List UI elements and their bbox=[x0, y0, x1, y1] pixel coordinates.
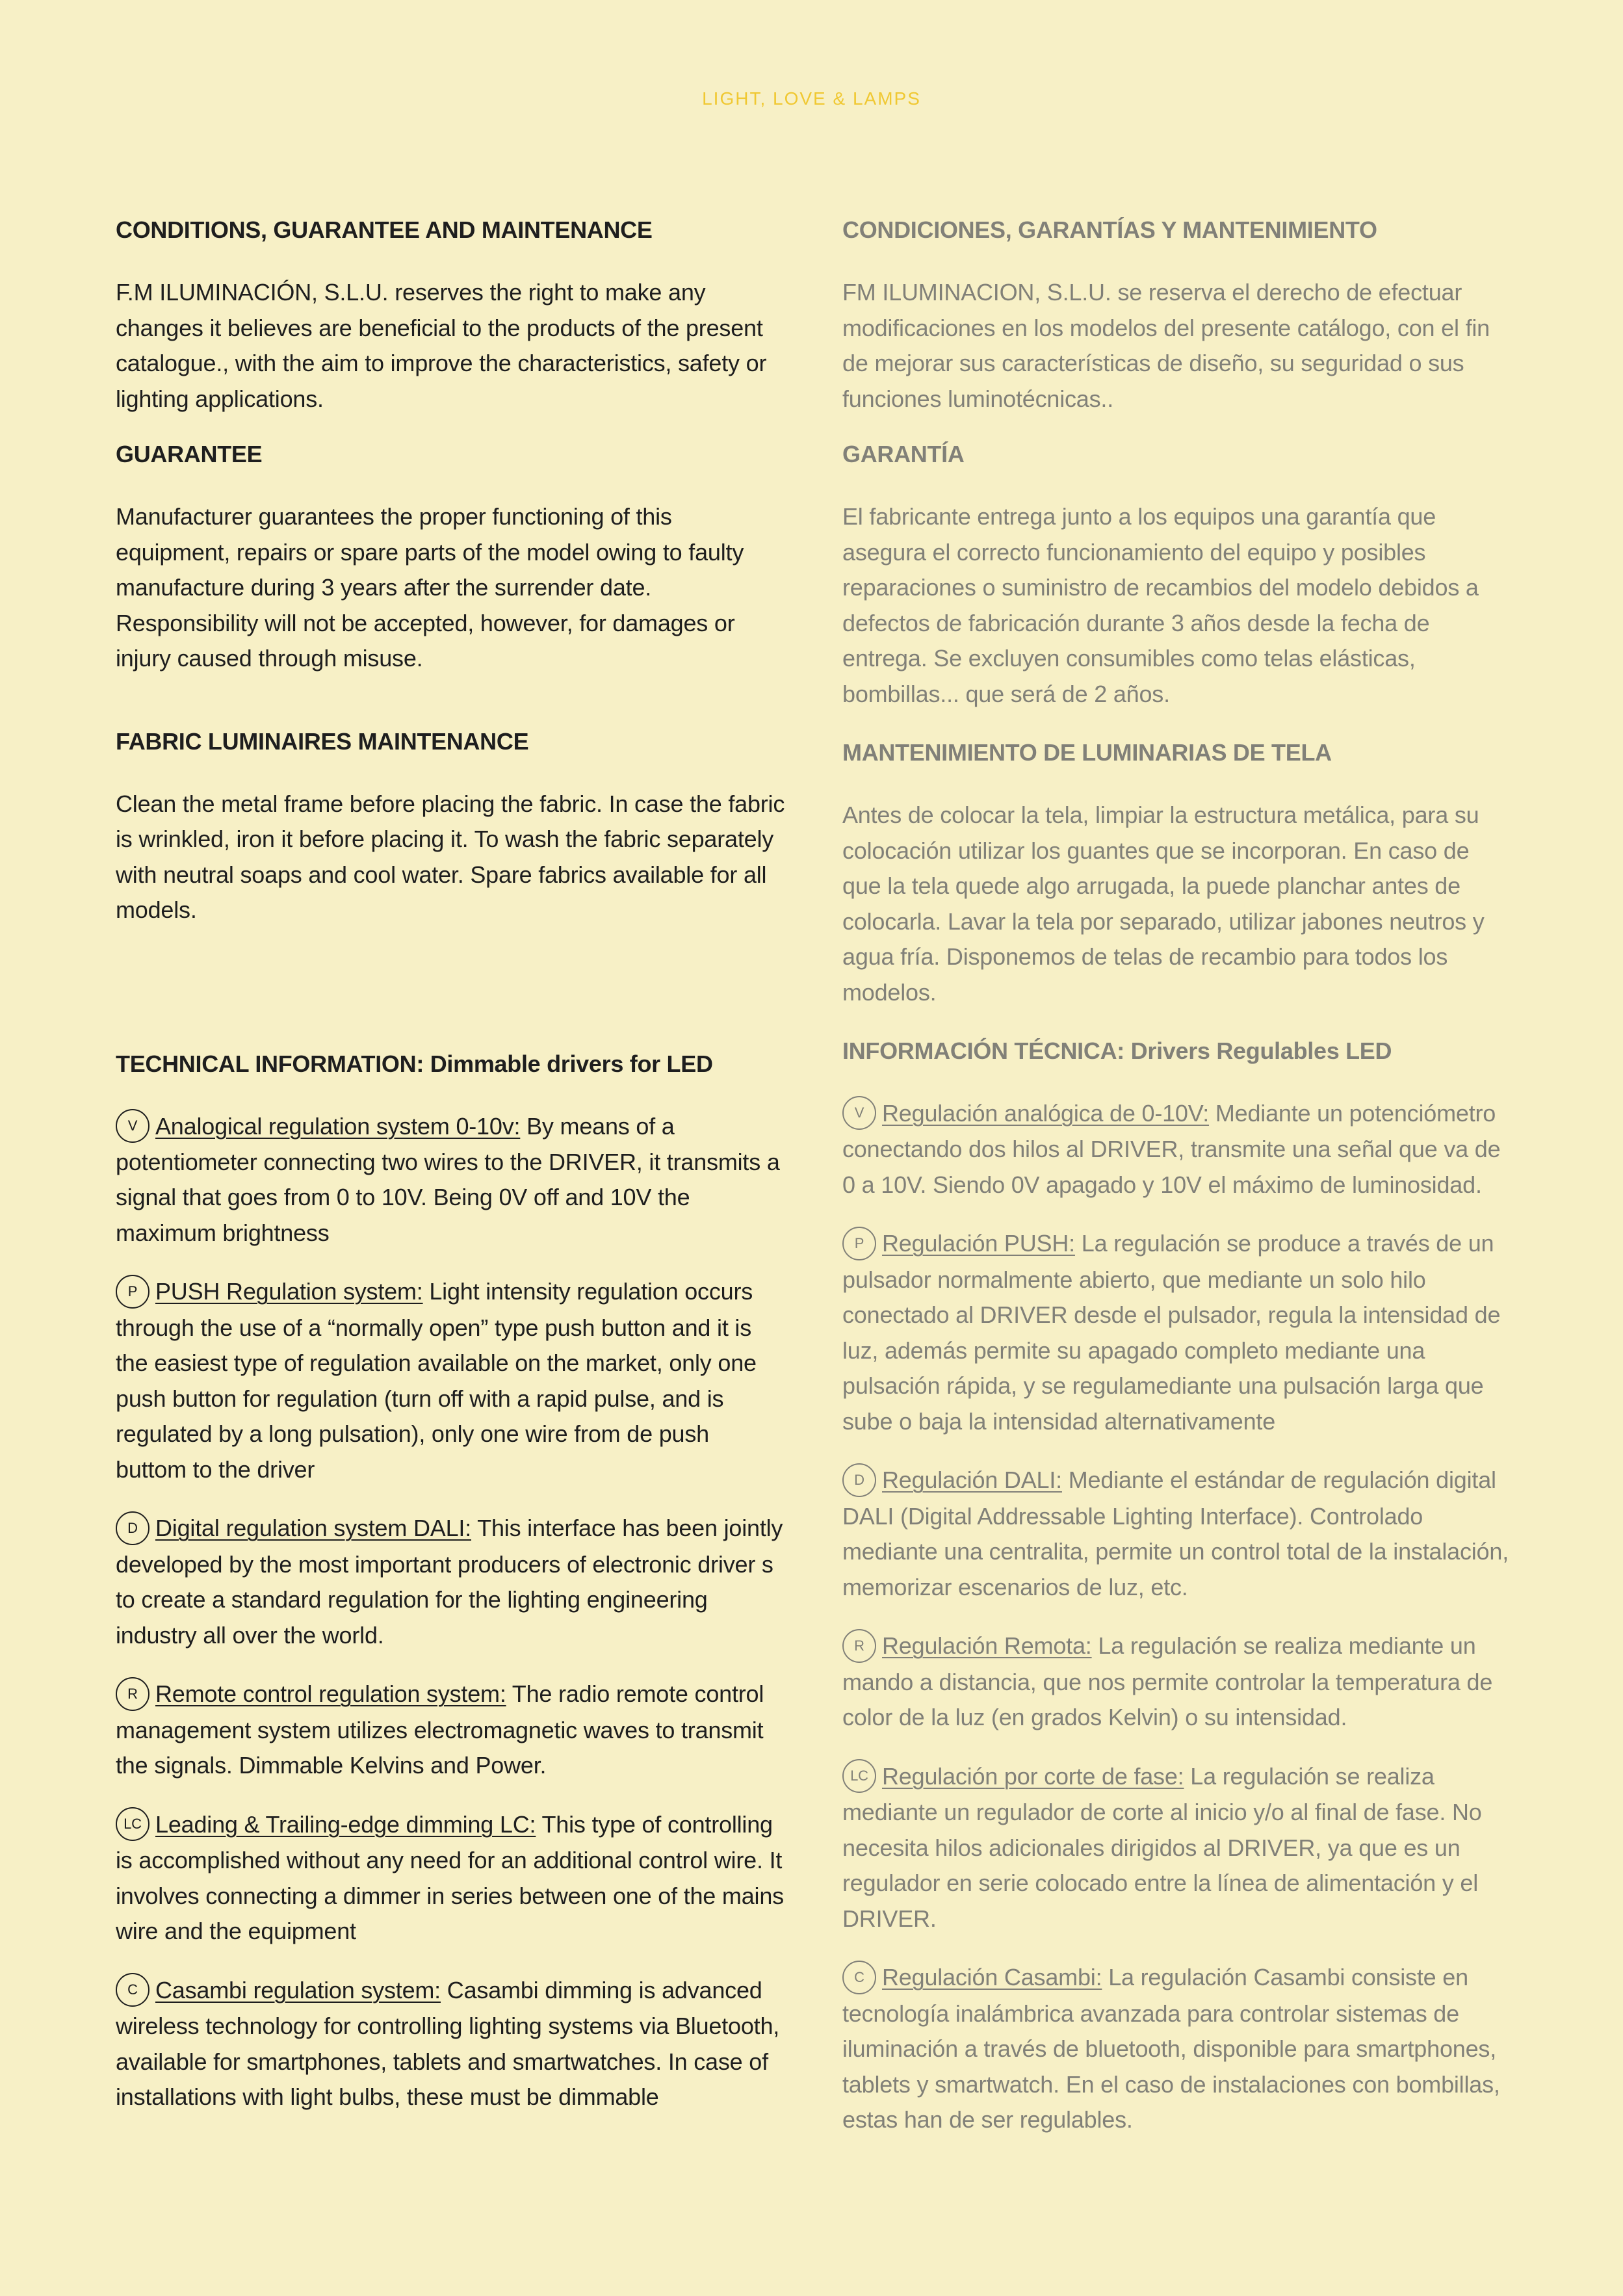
regulacion-item-fase bbox=[842, 1759, 1512, 1937]
regulacion-item-0-10v bbox=[842, 1096, 1512, 1203]
tech-item-push bbox=[116, 1274, 785, 1487]
tech-item-text: Light intensity regulation occurs through the use of a “normally open” type push button and it is the easiest type of regulation available on the market, only one push button for regulation (turn off with a rapid pulse, and is regulated by a long pulsation), only one wire from de push buttom to the driver bbox=[116, 1278, 757, 1483]
conditions-title: CONDITIONS, GUARANTEE AND MAINTENANCE bbox=[116, 216, 653, 243]
tech-item-0-10v bbox=[116, 1109, 785, 1251]
spanish-column bbox=[842, 216, 1512, 2161]
fabric-title: FABRIC LUMINAIRES MAINTENANCE bbox=[116, 727, 529, 755]
regulacion-item-dali bbox=[842, 1463, 1512, 1605]
mantenimiento-title: MANTENIMIENTO DE LUMINARIAS DE TELA bbox=[842, 739, 1332, 766]
informacion-tecnica-title: INFORMACIÓN TÉCNICA: Drivers Regulables LED bbox=[842, 1037, 1392, 1064]
technical-title: TECHNICAL INFORMATION: Dimmable drivers for LED bbox=[116, 1050, 713, 1077]
lc-badge-icon: LC bbox=[116, 1807, 149, 1841]
regulacion-item-remota bbox=[842, 1628, 1512, 1735]
tech-item-text: Casambi dimming is advanced wireless technology for controlling lighting systems via Bluetooth, available for smartphones, tablets and smartwatches. In case of installations with light bulbs, these must be dimmable bbox=[116, 1976, 780, 2111]
tech-item-text: This interface has been jointly developed by the most important producers of electronic driver s to create a standard regulation for the lighting engineering industry all over the world. bbox=[116, 1515, 783, 1649]
tech-item-casambi bbox=[116, 1973, 785, 2115]
tech-item-label: Casambi regulation system: bbox=[155, 1976, 441, 2003]
regulacion-item-label: Regulación PUSH: bbox=[882, 1230, 1075, 1257]
tech-item-label: Remote control regulation system: bbox=[155, 1680, 506, 1708]
page-header: LIGHT, LOVE & LAMPS bbox=[702, 88, 921, 109]
conditions-text: F.M ILUMINACIÓN, S.L.U. reserves the right to make any changes it believes are beneficial to the products of the present catalogue., with the aim to improve the characteristics, safety or lighting applications. bbox=[116, 279, 767, 412]
tech-item-label: Analogical regulation system 0-10v: bbox=[155, 1112, 521, 1140]
regulacion-item-label: Regulación Remota: bbox=[882, 1632, 1092, 1660]
regulacion-item-casambi bbox=[842, 1960, 1512, 2137]
english-column bbox=[116, 216, 785, 2139]
regulacion-item-label: Regulación analógica de 0-10V: bbox=[882, 1100, 1210, 1127]
fabric-text: Clean the metal frame before placing the fabric. In case the fabric is wrinkled, iron it before placing it. To wash the fabric separately with neutral soaps and cool water. Spare fabrics available for all models. bbox=[116, 790, 785, 923]
tech-item-text: The radio remote control management system utilizes electromagnetic waves to transmit the signals. Dimmable Kelvins and Power. bbox=[116, 1680, 764, 1779]
p-badge-icon: P bbox=[116, 1275, 149, 1309]
c-badge-icon: C bbox=[116, 1973, 149, 2007]
regulacion-item-text: La regulación se realiza mediante un mando a distancia, que nos permite controlar la temperatura de color de la luz (en grados Kelvin) o su intensidad. bbox=[842, 1632, 1493, 1731]
guarantee-text: Manufacturer guarantees the proper functioning of this equipment, repairs or spare parts of the model owing to faulty manufacture during 3 years after the surrender date. Responsibility will not be accepted, however, for damages or injury caused through misuse. bbox=[116, 503, 744, 672]
regulacion-item-push bbox=[842, 1226, 1512, 1439]
regulacion-item-text: Mediante un potenciómetro conectando dos hilos al DRIVER, transmite una señal que va de 0 a 10V. Siendo 0V apagado y 10V el máximo de luminosidad. bbox=[842, 1100, 1501, 1198]
v-badge-icon: V bbox=[842, 1096, 876, 1130]
condiciones-text: FM ILUMINACION, S.L.U. se reserva el derecho de efectuar modificaciones en los modelos del presente catálogo, con el fin de mejorar sus características de diseño, su seguridad o sus funciones luminotécnicas.. bbox=[842, 279, 1490, 412]
regulacion-item-label: Regulación por corte de fase: bbox=[882, 1762, 1184, 1790]
regulacion-item-label: Regulación DALI: bbox=[882, 1467, 1062, 1494]
d-badge-icon: D bbox=[116, 1511, 149, 1545]
tech-item-label: PUSH Regulation system: bbox=[155, 1278, 423, 1305]
garantia-title: GARANTÍA bbox=[842, 441, 965, 467]
regulacion-item-text: La regulación se produce a través de un pulsador normalmente abierto, que mediante un solo hilo conectado al DRIVER desde el pulsador, regula la intensidad de luz, además permite su apagado completo mediante una pulsación rápida, y se regulamediante una pulsación larga que sube o baja la intensidad alternativamente bbox=[842, 1230, 1501, 1435]
tech-item-dali bbox=[116, 1511, 785, 1653]
tech-item-lc bbox=[116, 1807, 785, 1950]
tech-item-text: This type of controlling is accomplished without any need for an additional control wire. It involves connecting a dimmer in series between one of the mains wire and the equipment bbox=[116, 1810, 784, 1945]
lc-badge-icon: LC bbox=[842, 1759, 876, 1793]
c-badge-icon: C bbox=[842, 1961, 876, 1994]
r-badge-icon: R bbox=[842, 1629, 876, 1663]
tech-item-text: By means of a potentiometer connecting two wires to the DRIVER, it transmits a signal that goes from 0 to 10V. Being 0V off and 10V the maximum brightness bbox=[116, 1112, 780, 1246]
mantenimiento-text: Antes de colocar la tela, limpiar la estructura metálica, para su colocación utilizar los guantes que se incorporan. En caso de que la tela quede algo arrugada, la puede planchar antes de colocarla. Lavar la tela por separado, utilizar jabones neutros y agua fría. Disponemos de telas de recambio para todos los modelos. bbox=[842, 802, 1485, 1006]
regulacion-item-text: La regulación Casambi consiste en tecnología inalámbrica avanzada para controlar sistemas de iluminación a través de bluetooth, disponible para smartphones, tablets y smartwatch. En el caso de instalaciones con bombillas, estas han de ser regulables. bbox=[842, 1964, 1500, 2133]
guarantee-title: GUARANTEE bbox=[116, 441, 263, 467]
garantia-text: El fabricante entrega junto a los equipos una garantía que asegura el correcto funcionamiento del equipo y posibles reparaciones o suministro de recambios del modelo debidos a defectos de fabricación durante 3 años desde la fecha de entrega. Se excluyen consumibles como telas elásticas, bombillas... que será de 2 años. bbox=[842, 503, 1479, 707]
r-badge-icon: R bbox=[116, 1677, 149, 1711]
d-badge-icon: D bbox=[842, 1463, 876, 1497]
tech-item-label: Digital regulation system DALI: bbox=[155, 1515, 472, 1542]
condiciones-title: CONDICIONES, GARANTÍAS Y MANTENIMIENTO bbox=[842, 216, 1377, 243]
tech-item-label: Leading & Trailing-edge dimming LC: bbox=[155, 1810, 536, 1838]
tech-item-remote bbox=[116, 1676, 785, 1783]
regulacion-item-label: Regulación Casambi: bbox=[882, 1964, 1102, 1991]
regulacion-item-text: La regulación se realiza mediante un regulador de corte al inicio y/o al final de fase. No necesita hilos adicionales dirigidos al DRIVER, ya que es un regulador en serie colocado entre la línea de alimentación y el DRIVER. bbox=[842, 1762, 1482, 1932]
v-badge-icon: V bbox=[116, 1109, 149, 1143]
p-badge-icon: P bbox=[842, 1227, 876, 1260]
regulacion-item-text: Mediante el estándar de regulación digital DALI (Digital Addressable Lighting Interface). Controlado mediante una centralita, permite un control total de la instalación, memorizar escenarios de luz, etc. bbox=[842, 1467, 1509, 1600]
